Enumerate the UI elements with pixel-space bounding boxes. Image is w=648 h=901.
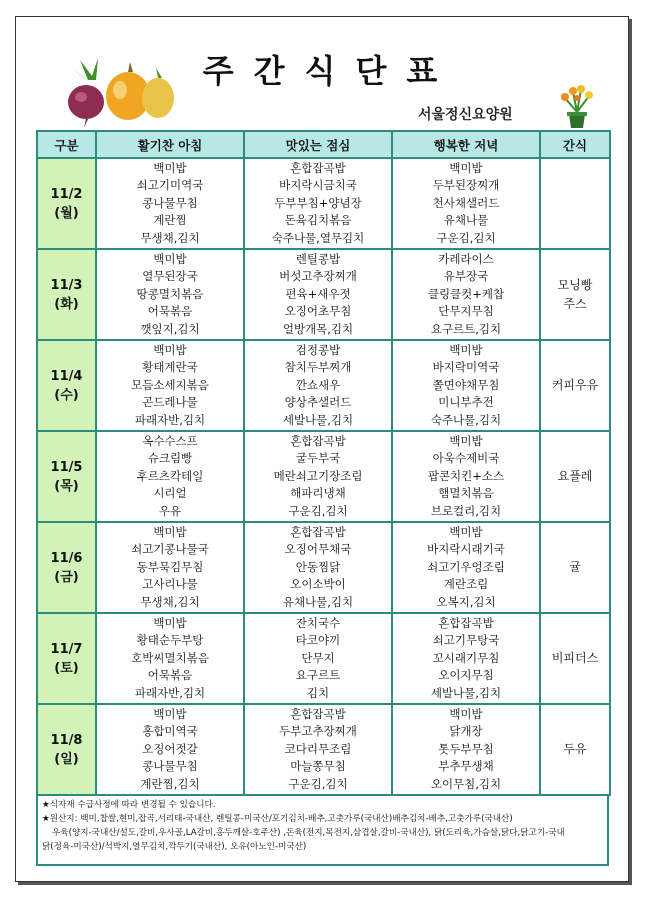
table-row [37,613,610,704]
menu-item: 파래자반,김치 [134,412,206,427]
menu-item: 무생채,김치 [140,230,200,245]
header-lunch: 맛있는 점심 [244,131,392,158]
menu-item: 고사리나물 [142,577,198,592]
menu-item: 백미밥 [449,160,483,175]
snack-item: 비피더스 [551,651,599,665]
menu-item: 카레라이스 [438,251,494,266]
dinner-cell [392,522,540,613]
notes-line: 닭(정육-미국산)/석박지,열무김치,깍두기(국내산), 오유(아노인-미국산) [42,842,307,852]
dinner-cell [392,249,540,340]
menu-item: 후르츠칵테일 [136,468,204,483]
menu-item: 백미밥 [449,524,483,539]
dinner-cell [392,613,540,704]
menu-item: 백미밥 [153,706,187,721]
header-snack: 간식 [540,131,610,158]
menu-item: 오이지무침 [438,668,494,683]
menu-item: 계란찜 [153,213,187,228]
breakfast-cell [96,431,244,522]
snack-item: 커피우유 [551,378,599,392]
menu-item: 콩나물무침 [142,759,198,774]
menu-item: 오이소박이 [290,577,346,592]
menu-item: 마늘쫑무침 [290,759,346,774]
menu-item: 안동찜닭 [295,559,341,574]
day-weekday: (화) [54,296,79,312]
notes-line: ★원산지: 백미,찹쌀,현미,잡곡,서리태-국내산, 렌틸콩-미국산/포기김치-배추,고춧가루(국내산)배추김치-배추,고춧가루(국내산) [42,814,513,824]
menu-item: 오징어무채국 [284,542,352,557]
menu-item: 부추무생채 [438,759,494,774]
menu-item: 바지락시금치국 [279,178,357,193]
organization-name: 서울정신요양원 [418,107,513,123]
menu-item: 김치 [306,685,330,700]
snack-cell [540,158,610,249]
day-date: 11/8 [50,732,83,748]
breakfast-cell [96,340,244,431]
vegetables-illustration [58,58,198,128]
snack-cell [540,340,610,431]
menu-item: 클링클컷+케찹 [427,286,505,301]
menu-item: 요구르트 [295,668,341,683]
day-date: 11/4 [50,368,83,384]
menu-item: 단무지 [301,650,335,665]
menu-item: 백미밥 [153,160,187,175]
menu-item: 파래자반,김치 [134,685,206,700]
menu-item: 양상추샐러드 [284,395,352,410]
menu-item: 아욱수제비국 [432,451,500,466]
menu-item: 숙주나물,열무김치 [271,230,365,245]
menu-item: 숙주나물,김치 [430,412,502,427]
menu-item: 바지락미역국 [432,360,500,375]
menu-item: 쇠고기무탕국 [432,633,500,648]
dinner-cell [392,431,540,522]
menu-item: 황태순두부탕 [136,633,204,648]
menu-item: 혼합잡곡밥 [290,524,346,539]
day-date: 11/7 [50,641,83,657]
menu-item: 깻잎지,김치 [140,321,200,336]
menu-item: 쇠고기미역국 [136,178,204,193]
menu-item: 얼방개목,김치 [282,321,354,336]
menu-item: 유채나물 [443,213,489,228]
menu-item: 햄멸치볶음 [438,486,494,501]
menu-item: 천사채샐러드 [432,195,500,210]
menu-item: 단무지무침 [438,304,494,319]
day-weekday: (목) [54,478,79,494]
menu-item: 백미밥 [153,524,187,539]
menu-item: 꼬시래기무침 [432,650,500,665]
menu-item: 해파리냉채 [290,486,346,501]
menu-item: 열무된장국 [142,269,198,284]
day-cell [37,158,96,249]
lunch-cell [244,613,392,704]
table-row [37,340,610,431]
day-cell [37,522,96,613]
menu-item: 유채나물,김치 [282,594,354,609]
menu-item: 요구르트,김치 [430,321,502,336]
menu-item: 곤드레나물 [142,395,198,410]
snack-item: 귤 [569,560,581,574]
day-weekday: (토) [54,660,79,676]
breakfast-cell [96,158,244,249]
header-dinner: 행복한 저녁 [392,131,540,158]
menu-item: 황태계란국 [142,360,198,375]
menu-item: 오복지,김치 [436,594,496,609]
menu-item: 톳두부무침 [438,741,494,756]
menu-item: 구운김,김치 [288,776,348,791]
menu-item: 바지락시래기국 [427,542,505,557]
table-row [37,431,610,522]
menu-item: 참치두부찌개 [284,360,352,375]
dinner-cell [392,158,540,249]
menu-item: 땅콩멸치볶음 [136,286,204,301]
breakfast-cell [96,522,244,613]
header-breakfast: 활기찬 아침 [96,131,244,158]
day-cell [37,431,96,522]
menu-item: 쇠고기콩나물국 [131,542,209,557]
menu-item: 백미밥 [449,433,483,448]
menu-item: 코다리무조림 [284,741,352,756]
day-date: 11/2 [50,186,83,202]
menu-item: 브로컬리,김치 [430,503,502,518]
day-weekday: (월) [54,205,79,221]
snack-item: 모닝빵 주스 [557,277,593,311]
menu-item: 오징어젓갈 [142,741,198,756]
menu-item: 타코야끼 [295,633,341,648]
menu-item: 옥수수스프 [142,433,198,448]
table-row [37,158,610,249]
menu-item: 검정콩밥 [295,342,341,357]
flower-pot-icon [553,80,601,130]
menu-item: 혼합잡곡밥 [290,160,346,175]
menu-item: 시리얼 [153,486,187,501]
snack-item: 요플레 [557,469,593,483]
menu-item: 굴두부국 [295,451,341,466]
menu-item: 홍합미역국 [142,724,198,739]
menu-item: 콩나물무침 [142,195,198,210]
day-cell [37,613,96,704]
day-cell [37,249,96,340]
table-row [37,522,610,613]
menu-item: 구운김,김치 [436,230,496,245]
menu-item: 어묵볶음 [147,668,193,683]
page-title: 주간식단표 [202,52,458,90]
menu-item: 슈크림빵 [147,451,193,466]
header-category: 구분 [37,131,96,158]
menu-item: 백미밥 [153,615,187,630]
day-date: 11/3 [50,277,83,293]
menu-item: 돈육김치볶음 [284,213,352,228]
table-row [37,249,610,340]
day-weekday: (금) [54,569,79,585]
day-cell [37,340,96,431]
day-weekday: (수) [54,387,79,403]
lunch-cell [244,704,392,795]
menu-item: 백미밥 [153,251,187,266]
lunch-cell [244,249,392,340]
menu-item: 깐쇼새우 [295,377,341,392]
breakfast-cell [96,704,244,795]
menu-item: 팝콘치킨+소스 [427,468,505,483]
lunch-cell [244,522,392,613]
snack-cell [540,704,610,795]
snack-cell [540,522,610,613]
menu-item: 혼합잡곡밥 [290,433,346,448]
snack-cell [540,613,610,704]
menu-item: 백미밥 [449,342,483,357]
table-row [37,704,610,795]
snack-item: 두유 [563,742,587,756]
menu-item: 두부된장찌개 [432,178,500,193]
day-cell [37,704,96,795]
menu-item: 쫄면야채무침 [432,377,500,392]
menu-item: 잔치국수 [295,615,341,630]
lunch-cell [244,340,392,431]
menu-item: 백미밥 [449,706,483,721]
menu-item: 오징어초무침 [284,304,352,319]
weekly-menu-table [36,130,611,796]
lunch-cell [244,158,392,249]
table-header-row [37,131,610,158]
snack-cell [540,249,610,340]
day-weekday: (일) [54,751,79,767]
menu-item: 유부장국 [443,269,489,284]
menu-item: 혼합잡곡밥 [438,615,494,630]
menu-item: 백미밥 [153,342,187,357]
menu-item: 편육+새우젓 [285,286,351,301]
menu-item: 세발나물,김치 [430,685,502,700]
menu-item: 닭개장 [449,724,483,739]
lunch-cell [244,431,392,522]
snack-cell [540,431,610,522]
menu-item: 미니부추전 [438,395,494,410]
menu-item: 메란쇠고기장조림 [273,468,363,483]
menu-item: 혼합잡곡밥 [290,706,346,721]
menu-item: 쇠고기우엉조림 [427,559,505,574]
menu-item: 세발나물,김치 [282,412,354,427]
menu-item: 두부고추장찌개 [279,724,357,739]
menu-item: 두부부침+양념장 [274,195,362,210]
menu-item: 모듬소세지볶음 [131,377,209,392]
menu-item: 호박씨멸치볶음 [131,650,209,665]
notes-line: ★식자재 수급사정에 따라 변경될 수 있습니다. [42,800,216,810]
notes-box [36,794,609,866]
menu-item: 렌틸콩밥 [295,251,341,266]
menu-item: 오이무침,김치 [430,776,502,791]
menu-item: 동부묵김무침 [136,559,204,574]
menu-item: 어묵볶음 [147,304,193,319]
menu-item: 우유 [158,503,182,518]
breakfast-cell [96,613,244,704]
menu-item: 계란조림 [443,577,489,592]
menu-item: 버섯고추장찌개 [279,269,357,284]
menu-item: 구운김,김치 [288,503,348,518]
menu-item: 계란찜,김치 [140,776,200,791]
day-date: 11/6 [50,550,83,566]
breakfast-cell [96,249,244,340]
day-date: 11/5 [50,459,83,475]
menu-item: 무생채,김치 [140,594,200,609]
dinner-cell [392,704,540,795]
notes-line: 우육(양지-국내산/설도,갈비,우사골,LA갈비,홍두깨살-호주산) ,돈육(전지,목전지,삼겹살,갈비-국내산), 닭(도리육,가슴살,닭다,닭고기-국내 [52,828,565,838]
dinner-cell [392,340,540,431]
